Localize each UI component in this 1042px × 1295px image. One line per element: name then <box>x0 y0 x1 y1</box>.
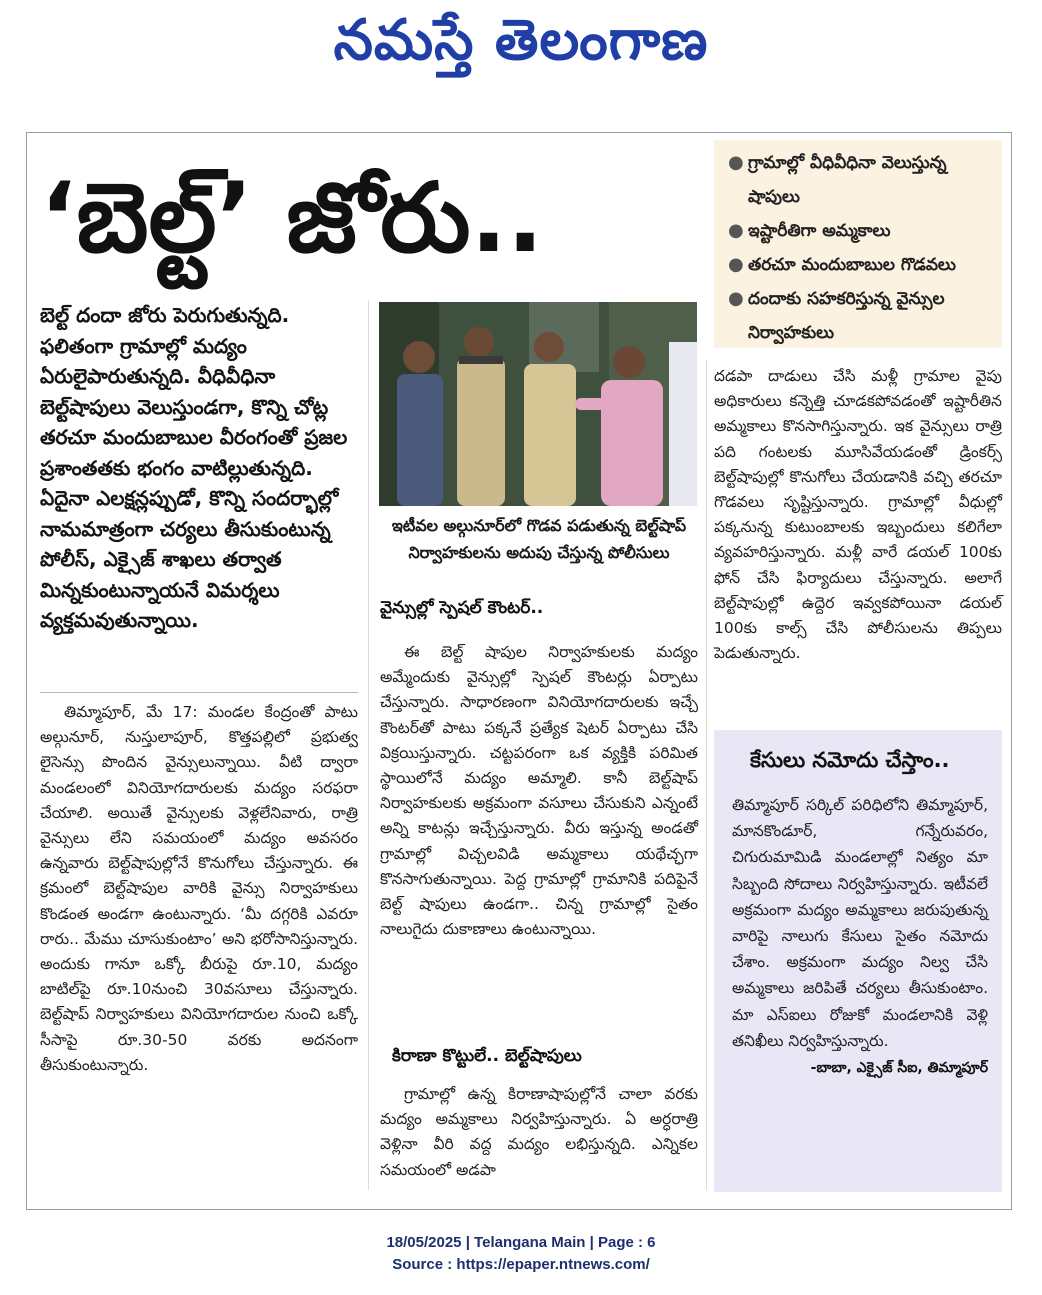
highlight-item: ● దందాకు సహకరిస్తున్న వైన్సుల నిర్వాహకులు <box>722 282 994 350</box>
highlight-item: ● ఇష్టారీతిగా అమ్మకాలు <box>722 214 994 248</box>
column-1-body <box>40 700 358 1082</box>
lead-divider <box>40 692 358 693</box>
quote-box-title: కేసులు నమోదు చేస్తాం.. <box>750 748 950 772</box>
article-lead: బెల్ట్ దందా జోరు పెరుగుతున్నది. ఫలితంగా గ్రామాల్లో మద్యం ఏరులైపారుతున్నది. వీధివీధినా బెల్ట్‌షాపులు వెలుస్తుండగా, కొన్ని చోట్ల తరచూ మందుబాబుల వీరంగంతో ప్రజల ప్రశాంతతకు భంగం వాటిల్లుతున్నది. ఏదైనా ఎలక్షన్లప్పుడో, కొన్ని సందర్భాల్లో నామమాత్రంగా చర్యలు తీసుకుంటున్న పోలీస్, ఎక్సైజ్ శాఖలు తర్వాత మిన్నకుంటున్నాయనే విమర్శలు వ్యక్తమవుతున్నాయి. <box>40 303 348 632</box>
column-divider <box>368 300 369 1190</box>
quote-signature: -బాబా, ఎక్సైజ్ సీఐ, తిమ్మాపూర్ <box>810 1060 988 1077</box>
footer-source: Source : https://epaper.ntnews.com/ <box>392 1256 650 1273</box>
column-3-body <box>714 364 1002 670</box>
quote-box <box>714 730 1002 1192</box>
paragraph: తిమ్మాపూర్, మే 17: మండల కేంద్రంతో పాటు అల్గునూర్, నుస్తులాపూర్, కొత్తపల్లిలో ప్రభుత్వ లైసెన్సు పొందిన వైన్సులున్నాయి. వీటి ద్వారా మండలంలో వినియోగదారులకు మద్యం సరఫరా చేయాలి. అయితే వైన్సులకు వెళ్లలేనివారు, రాత్రి వైన్సులు లేని సమయంలో మద్యం అవసరం ఉన్నవారు బెల్ట్‌షాపుల్లోనే కొనుగోలు చేస్తున్నారు. ఈ క్రమంలో బెల్ట్‌షాపుల వారికి వైన్సు నిర్వాహకులు కొండంత అండగా ఉంటున్నారు. ‘మీ దగ్గరికి ఎవరూ రారు.. మేము చూసుకుంటాం’ అని భరోసానిస్తున్నారు. అందుకు గానూ ఒక్కో బీరుపై రూ.10, మద్యం బాటిల్‌పై రూ.10నుంచి 30వసూలు చేస్తున్నారు. బెల్ట్‌షాప్ నిర్వాహకులు వినియోగదారుల నుంచి ఒక్కో సీసాపై రూ.30-50 వరకు అదనంగా తీసుకుంటున్నారు. <box>40 703 358 1074</box>
paragraph: గ్రామాల్లో ఉన్న కిరాణాషాపుల్లోనే చాలా వరకు మద్యం అమ్మకాలు నిర్వహిస్తున్నారు. ఏ అర్ధరాత్రి వెళ్లినా వీరి వద్ద మద్యం లభిస్తున్నది. ఎన్నికల సమయంలో అడపా <box>380 1085 698 1179</box>
paragraph: ఈ బెల్ట్ షాపుల నిర్వాహకులకు మద్యం అమ్మేందుకు వైన్సుల్లో స్పెషల్ కౌంటర్లు ఏర్పాటు చేస్తున్నారు. సాధారణంగా వినియోగదారులకు ఇచ్చే కౌంటర్‌తో పాటు పక్కనే ప్రత్యేక షెటర్ ఏర్పాటు చేసి విక్రయిస్తున్నారు. చట్టపరంగా ఒక వ్యక్తికి పరిమిత స్థాయిలోనే మద్యం అమ్మాలి. కానీ బెల్ట్‌షాప్ నిర్వాహకులకు అక్రమంగా వసూలు చేసుకుని ఎన్నంటే అన్ని కాటన్లు ఇచ్చేస్తున్నారు. వీరు ఇస్తున్న అండతో గ్రామాల్లో విచ్చలవిడి అమ్మకాలు యథేచ్ఛగా కొనసాగుతున్నాయి. పెద్ద గ్రామాల్లో గ్రామానికి పదిపైనే బెల్ట్ షాపులు ఉండగా.. చిన్న గ్రామాల్లో సైతం నాలుగైదు దుకాణాలు ఉంటున్నాయి. <box>380 643 698 939</box>
column-divider <box>706 360 707 1190</box>
article-headline: ‘బెల్ట్’ జోరు.. <box>40 162 544 274</box>
bullet-icon: ● <box>728 254 744 275</box>
subhead-kirana-shops: కిరాణా కొట్టులే.. బెల్ట్‌షాపులు <box>392 1046 582 1066</box>
highlights-box <box>714 140 1002 348</box>
column-2-body-2 <box>380 1082 698 1187</box>
photo-caption: ఇటీవల అల్గునూర్‌లో గొడవ పడుతున్న బెల్ట్‌షాప్ నిర్వాహకులను అదుపు చేస్తున్న పోలీసులు <box>391 516 687 562</box>
news-photo <box>379 302 697 506</box>
bullet-icon: ● <box>728 152 744 173</box>
highlight-item: ● తరచూ మందుబాబుల గొడవలు <box>722 248 994 282</box>
footer-date-page: 18/05/2025 | Telangana Main | Page : 6 <box>386 1234 656 1251</box>
paragraph: దడపా దాడులు చేసి మళ్లీ గ్రామాల వైపు అధికారులు కన్నెత్తి చూడకపోవడంతో ఇష్టారీతిన అమ్మకాలు కొనసాగిస్తున్నారు. ఇక వైన్సులు రాత్రి పది గంటలకు మూసివేయడంతో డ్రింకర్స్ బెల్ట్‌షాపుల్లో కొనుగోలు చేయడానికి వచ్చి తరచూ గొడవలు సృష్టిస్తున్నారు. గ్రామాల్లో వీధుల్లో పక్కనున్న కుటుంబాలకు ఇబ్బందులు కలిగేలా వ్యవహరిస్తున్నారు. మళ్లీ వారే డయల్ 100కు ఫోన్ చేసి ఫిర్యాదులు చేస్తున్నారు. అలాగే బెల్ట్‌షాపుల్లో ఉద్దెర ఇవ్వకపోయినా డయల్ 100కు కాల్స్ చేసి పోలీసులను తిప్పలు పెడుతున్నారు. <box>714 367 1002 663</box>
quote-box-body: తిమ్మాపూర్ సర్కిల్ పరిధిలోని తిమ్మాపూర్, మానకొండూర్, గన్నేరువరం, చిగురుమామిడి మండలాల్లో నిత్యం మా సిబ్బంది సోదాలు నిర్వహిస్తున్నారు. ఇటీవలే అక్రమంగా మద్యం అమ్మకాలు జరుపుతున్న వారిపై నాలుగు కేసులు సైతం నమోదు చేశాం. అక్రమంగా మద్యం నిల్వ చేసి అమ్మకాలు జరిపితే చర్యలు తీసుకుంటాం. మా ఎస్ఐలు రోజుకో మండలానికి వెళ్లి తనిఖీలు నిర్వహిస్తున్నారు. <box>732 796 988 1050</box>
column-2-body-1 <box>380 640 698 946</box>
newspaper-masthead: నమస్తే తెలంగాణ <box>333 8 709 73</box>
police-scene-photo <box>379 302 697 506</box>
subhead-special-counter: వైన్సుల్లో స్పెషల్ కౌంటర్.. <box>380 598 544 618</box>
bullet-icon: ● <box>728 220 744 241</box>
highlight-item: ● గ్రామాల్లో వీధివీధినా వెలుస్తున్న షాపులు <box>722 146 994 214</box>
bullet-icon: ● <box>728 288 744 309</box>
